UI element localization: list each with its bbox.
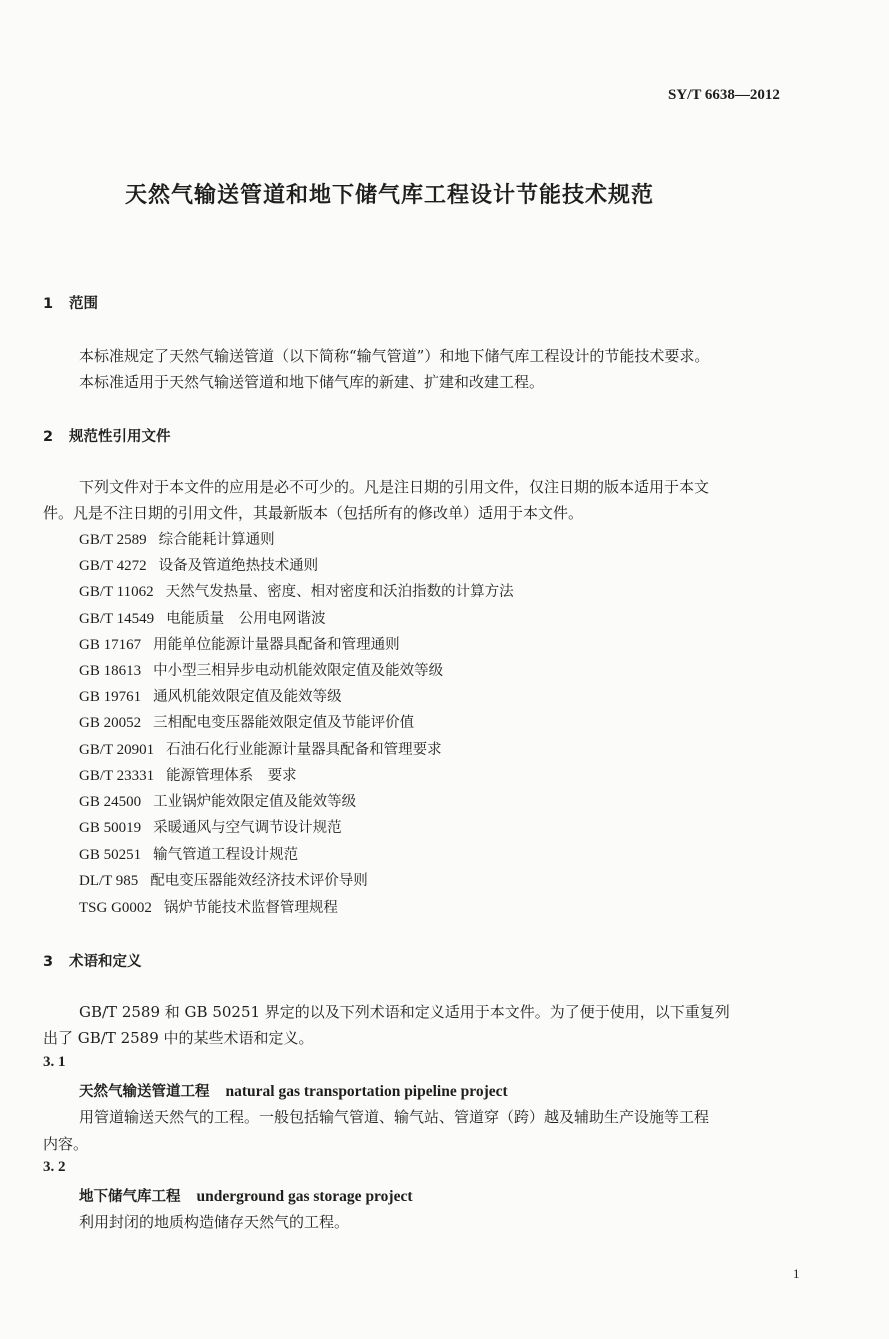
section-1-paragraph-1: 本标准规定了天然气输送管道（以下简称“输气管道”）和地下储气库工程设计的节能技术要求。 (79, 347, 710, 365)
section-title: 术语和定义 (69, 954, 142, 970)
reference-title: 电能质量 公用电网谐波 (166, 611, 326, 627)
reference-item (79, 685, 342, 706)
term-number: 3. 2 (43, 1159, 66, 1175)
reference-item (79, 738, 442, 759)
reference-code: TSG G0002 (79, 900, 152, 916)
section-number: 1 (43, 296, 54, 312)
reference-code: GB/T 14549 (79, 611, 155, 627)
term-definition-line-1: 利用封闭的地质构造储存天然气的工程。 (79, 1213, 350, 1231)
reference-title: 配电变压器能效经济技术评价导则 (150, 873, 368, 889)
reference-code: GB 19761 (79, 689, 142, 705)
reference-item (79, 659, 443, 680)
reference-code: GB 50019 (79, 820, 142, 836)
reference-title: 天然气发热量、密度、相对密度和沃泊指数的计算方法 (165, 584, 514, 600)
term-number: 3. 1 (43, 1054, 66, 1070)
standard-code: SY/T 6638—2012 (668, 87, 780, 103)
reference-title: 工业锅炉能效限定值及能效等级 (153, 794, 357, 810)
reference-code: GB 17167 (79, 637, 142, 653)
term-definition-line-1: 用管道输送天然气的工程。一般包括输气管道、输气站、管道穿（跨）越及辅助生产设施等工程 (79, 1108, 710, 1126)
section-3-heading (43, 950, 142, 971)
reference-code: GB 24500 (79, 794, 142, 810)
reference-title: 石油石化行业能源计量器具配备和管理要求 (166, 742, 442, 758)
reference-title: 能源管理体系 要求 (166, 768, 297, 784)
reference-item (79, 869, 368, 890)
section-2-intro-line-2: 件。凡是不注日期的引用文件，其最新版本（包括所有的修改单）适用于本文件。 (43, 504, 584, 522)
reference-code: GB 50251 (79, 847, 142, 863)
term-chinese: 天然气输送管道工程 (79, 1084, 210, 1100)
section-number: 2 (43, 429, 54, 445)
page-number: 1 (793, 1266, 800, 1281)
reference-item (79, 633, 400, 654)
reference-item (79, 711, 414, 732)
reference-title: 锅炉节能技术监督管理规程 (163, 900, 338, 916)
reference-title: 三相配电变压器能效限定值及节能评价值 (153, 715, 415, 731)
section-2-intro-line-1: 下列文件对于本文件的应用是必不可少的。凡是注日期的引用文件，仅注日期的版本适用于本文 (79, 478, 710, 496)
term-heading (79, 1185, 413, 1206)
reference-item (79, 843, 298, 864)
term-english: underground gas storage project (196, 1188, 413, 1205)
section-1-heading (43, 292, 98, 313)
reference-code: GB/T 2589 (79, 532, 147, 548)
section-3-intro-line-1: GB/T 2589 和 GB 50251 界定的以及下列术语和定义适用于本文件。为了便于使用，以下重复列 (79, 1003, 730, 1021)
reference-title: 采暖通风与空气调节设计规范 (153, 820, 342, 836)
reference-item (79, 607, 326, 628)
reference-title: 设备及管道绝热技术通则 (158, 558, 319, 574)
section-title: 范围 (69, 296, 98, 312)
section-2-heading (43, 425, 171, 446)
reference-title: 用能单位能源计量器具配备和管理通则 (153, 637, 400, 653)
section-number: 3 (43, 954, 54, 970)
reference-item (79, 554, 318, 575)
reference-code: GB 20052 (79, 715, 142, 731)
reference-item (79, 816, 342, 837)
reference-item (79, 764, 297, 785)
reference-item (79, 896, 338, 917)
reference-title: 综合能耗计算通则 (158, 532, 275, 548)
document-title: 天然气输送管道和地下储气库工程设计节能技术规范 (125, 183, 655, 208)
reference-code: GB/T 11062 (79, 584, 154, 600)
reference-title: 通风机能效限定值及能效等级 (153, 689, 342, 705)
section-title: 规范性引用文件 (69, 429, 171, 445)
reference-code: GB/T 20901 (79, 742, 155, 758)
reference-item (79, 580, 514, 601)
reference-item (79, 528, 275, 549)
term-chinese: 地下储气库工程 (79, 1189, 181, 1205)
reference-item (79, 790, 356, 811)
term-english: natural gas transportation pipeline project (225, 1083, 508, 1100)
reference-code: GB/T 4272 (79, 558, 147, 574)
reference-code: DL/T 985 (79, 873, 139, 889)
reference-code: GB/T 23331 (79, 768, 155, 784)
reference-title: 输气管道工程设计规范 (153, 847, 299, 863)
term-heading (79, 1080, 508, 1101)
section-1-paragraph-2: 本标准适用于天然气输送管道和地下储气库的新建、扩建和改建工程。 (79, 373, 545, 391)
term-definition-line-2: 内容。 (43, 1135, 89, 1153)
reference-code: GB 18613 (79, 663, 142, 679)
reference-title: 中小型三相异步电动机能效限定值及能效等级 (153, 663, 444, 679)
section-3-intro-line-2: 出了 GB/T 2589 中的某些术语和定义。 (43, 1029, 314, 1047)
